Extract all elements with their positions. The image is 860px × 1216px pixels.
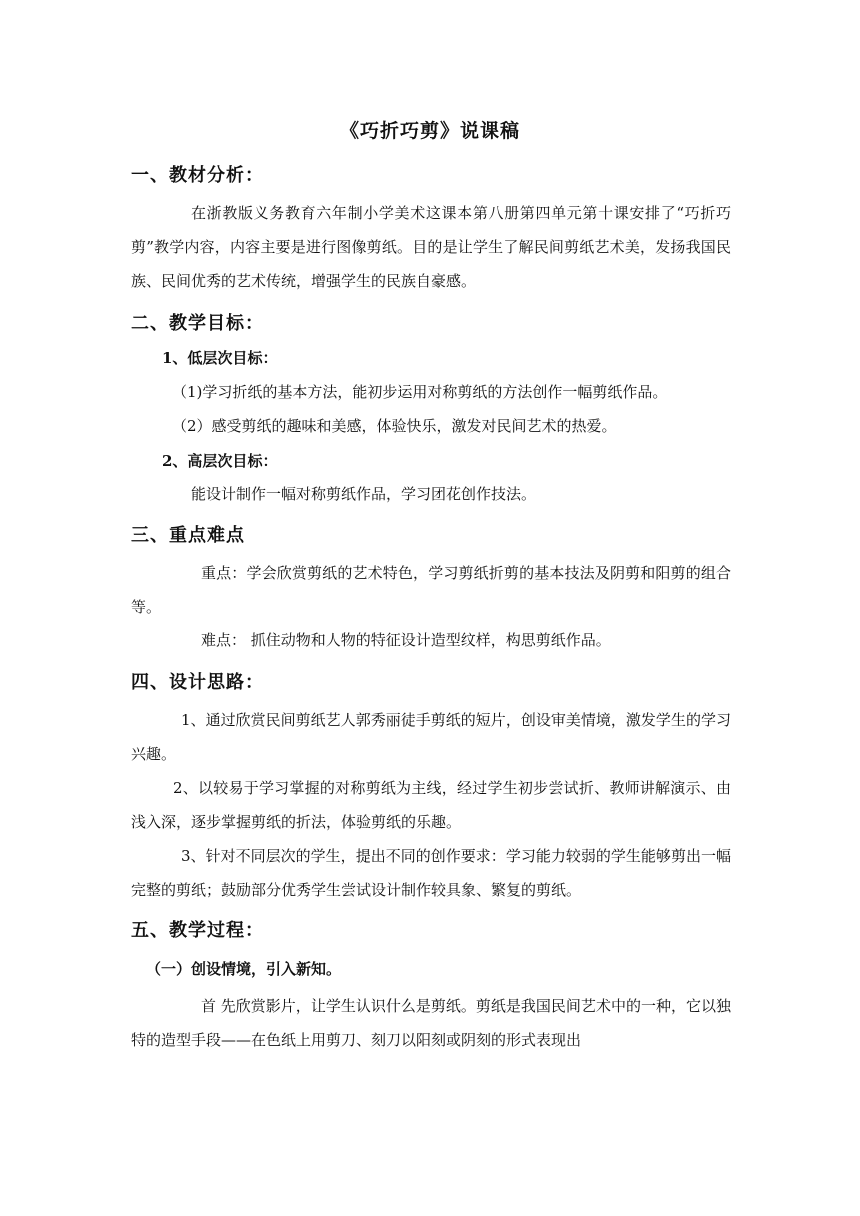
key-point-paragraph: 重点：学会欣赏剪纸的艺术特色，学习剪纸折剪的基本技法及阴剪和阳剪的组合等。	[131, 564, 731, 616]
section-heading-teaching-process: 五、教学过程：	[131, 920, 264, 941]
section-heading-material-analysis: 一、教材分析：	[131, 165, 264, 186]
design-idea-1: 1、通过欣赏民间剪纸艺人郭秀丽徒手剪纸的短片，创设审美情境，激发学生的学习兴趣。	[131, 711, 731, 763]
material-analysis-paragraph: 在浙教版义务教育六年制小学美术这课本第八册第四单元第十课安排了“巧折巧剪”教学内容，内容主要是进行图像剪纸。目的是让学生了解民间剪纸艺术美，发扬我国民族、民间优秀的艺术传统，增强学生的民族自豪感。	[131, 204, 731, 290]
section-heading-teaching-goals: 二、教学目标：	[131, 313, 264, 334]
process-step-1-paragraph: 首 先欣赏影片，让学生认识什么是剪纸。剪纸是我国民间艺术中的一种，它以独特的造型手段——在色纸上用剪刀、刻刀以阳刻或阴刻的形式表现出	[131, 997, 731, 1049]
goal-item-2: （2）感受剪纸的趣味和美感，体验快乐，激发对民间艺术的热爱。	[172, 417, 617, 435]
design-idea-3: 3、针对不同层次的学生，提出不同的创作要求：学习能力较弱的学生能够剪出一幅完整的剪纸；鼓励部分优秀学生尝试设计制作较具象、繁复的剪纸。	[131, 847, 731, 899]
design-idea-2: 2、以较易于学习掌握的对称剪纸为主线，经过学生初步尝试折、教师讲解演示、由浅入深，逐步掌握剪纸的折法，体验剪纸的乐趣。	[131, 779, 731, 831]
goal-item-1: （1)学习折纸的基本方法，能初步运用对称剪纸的方法创作一幅剪纸作品。	[172, 383, 668, 401]
section-heading-key-difficulties: 三、重点难点	[131, 525, 245, 546]
high-level-goal-heading: 2、高层次目标：	[162, 452, 278, 470]
process-step-1-heading: （一）创设情境，引入新知。	[146, 960, 342, 978]
document-title: 《巧折巧剪》说课稿	[339, 120, 520, 142]
section-heading-design-ideas: 四、设计思路：	[131, 672, 264, 693]
low-level-goal-heading: 1、低层次目标：	[162, 349, 278, 367]
goal-item-3: 能设计制作一幅对称剪纸作品，学习团花创作技法。	[191, 485, 537, 503]
difficulty-line: 难点： 抓住动物和人物的特征设计造型纹样，构思剪纸作品。	[201, 631, 611, 649]
